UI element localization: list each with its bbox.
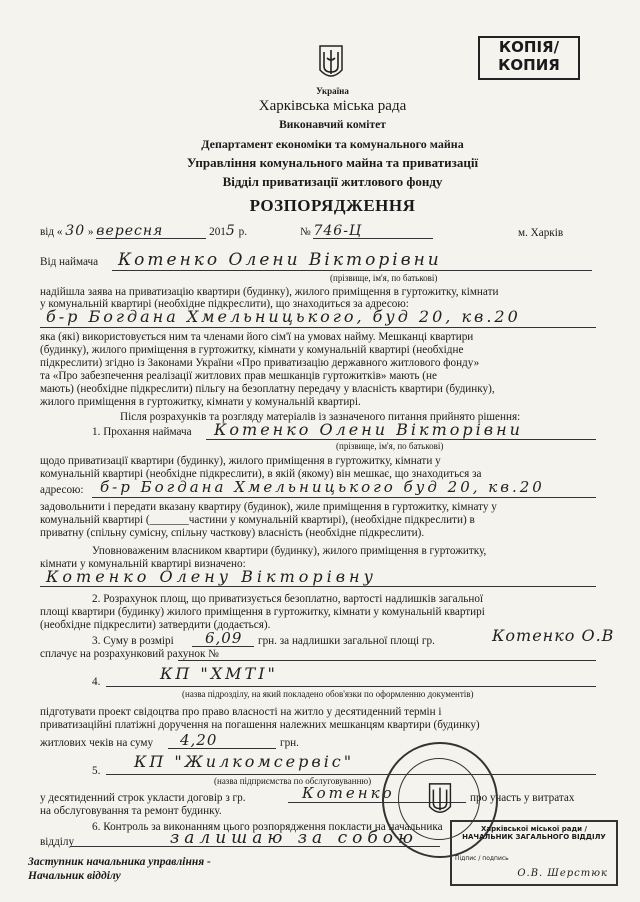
tenant-underline xyxy=(112,270,592,271)
para1-line1: надійшла заява на приватизацію квартири (будинку), жилого приміщення в гуртожитку, кімнати xyxy=(40,286,499,298)
department-name: Департамент економіки та комунального майна xyxy=(201,137,464,151)
para2-address: б-р Богдана Хмельницького буд 20, кв.20 xyxy=(100,478,545,496)
para3-line1: 2. Розрахунок площ, що приватизується безоплатно, вартості надлишків загальної xyxy=(92,593,484,605)
para2-name: Котенко Олени Вікторівни xyxy=(214,420,523,439)
para2-owner: Котенко Олену Вікторівну xyxy=(46,567,377,586)
copy-stamp xyxy=(478,36,580,80)
para3-line12: на обслуговування та ремонт будинку. xyxy=(40,805,222,817)
para3-line9a: житлових чеків на суму xyxy=(40,737,154,749)
certification-stamp xyxy=(450,820,618,886)
committee-name: Виконавчий комітет xyxy=(279,119,386,131)
para2-line5: адресою: xyxy=(40,484,84,496)
para2-line6: задовольнити і передати вказану квартиру (будинок), жиле приміщення в гуртожитку, кімнату у xyxy=(40,501,497,513)
para3-org4-underline xyxy=(106,686,596,687)
para3-line6: 4. xyxy=(92,676,101,688)
para1-line3: яка (які) використовується ним та членами його сім'ї на умовах найму. Мешканці квартири xyxy=(40,331,474,343)
para3-line14: відділу xyxy=(40,836,75,848)
order-number xyxy=(300,225,433,239)
council-name: Харківська міська рада xyxy=(258,98,407,114)
cert-stamp-text: Харківської міської ради / НАЧАЛЬНИК ЗАГАЛЬНОГО ВІДДІЛУ xyxy=(462,825,606,841)
para3-line5: сплачує на розрахунковий рахунок № xyxy=(40,648,219,660)
para2-line2: 1. Прохання наймача xyxy=(92,426,192,438)
para2-owner-underline xyxy=(40,586,596,587)
para3-account-underline xyxy=(178,660,596,661)
para3-org5: КП "Жилкомсервіс" xyxy=(134,752,355,771)
para3-line2: площі квартири (будинку) жилого приміщення в гуртожитку, кімнати у комунальній квартирі xyxy=(40,606,485,618)
date-line xyxy=(40,225,247,239)
para1-line6: та «Про забезпечення реалізації житлових прав мешканців гуртожитків» мають (не xyxy=(40,370,437,382)
para1-line2: у комунальній квартирі (необхідне підкреслити), що знаходиться за адресою: xyxy=(40,298,409,310)
para3-org5-underline xyxy=(106,774,596,775)
para2-line7: комунальній квартирі (_______частини у комунальній квартирі), (необхідне підкреслити) в xyxy=(40,514,475,526)
para2-address-underline xyxy=(92,497,596,498)
para3-sum: 6,09 xyxy=(205,629,243,647)
para3-cheques-underline xyxy=(168,748,276,749)
date-year-digit: 5 xyxy=(225,223,236,239)
para2-line8: приватну (спільну сумісну, спільну часткову) власність (необхідне підкреслити). xyxy=(40,527,425,539)
para3-line9b: грн. xyxy=(280,737,299,749)
para1-address: б-р Богдана Хмельницького, буд 20, кв.20 xyxy=(46,307,521,326)
coat-of-arms-icon xyxy=(318,44,344,82)
country-label: Україна xyxy=(316,86,349,96)
city-label: м. Харків xyxy=(518,227,564,239)
para1-address-underline xyxy=(40,327,596,328)
para3-line4a: 3. Суму в розмірі xyxy=(92,635,174,647)
para3-caption5: (назва підприємства по обслуговуванню) xyxy=(214,776,372,786)
para2-line1: Після розрахунків та розгляду матеріалів із зазначеного питання прийнято рішення: xyxy=(120,411,521,423)
para1-line4: (будинку), жилого приміщення в гуртожитку, кімнати у комунальній квартирі (необхідне xyxy=(40,344,464,356)
para3-line10: 5. xyxy=(92,765,101,777)
para3-line3: (необхідне підкреслити) затвердити (додається). xyxy=(40,619,271,631)
para2-name-underline xyxy=(206,439,596,440)
para3-payer: Котенко О.В xyxy=(492,626,615,645)
date-month: вересня xyxy=(96,225,206,239)
tenant-caption: (прізвище, ім'я, по батькові) xyxy=(330,273,438,283)
para2-line3: щодо приватизації квартири (будинку), жилого приміщення в гуртожитку, кімнати у xyxy=(40,455,441,467)
number-prefix: № xyxy=(300,226,311,238)
division-name: Відділ приватизації житлового фонду xyxy=(222,174,443,189)
para1-line7: мають) (необхідне підкреслити) пільгу на безоплатну передачу у власність квартири (будинку), xyxy=(40,383,495,395)
para3-party: Котенко xyxy=(302,784,395,802)
seal-trident-icon xyxy=(426,782,454,818)
para3-line11b: про участь у витратах xyxy=(470,792,575,804)
date-day: 30 xyxy=(65,223,86,239)
para3-controller-underline xyxy=(70,846,440,847)
signature-position2: Начальник відділу xyxy=(28,870,121,882)
date-year-prefix: 201 xyxy=(209,226,226,238)
date-mid: » xyxy=(87,226,94,238)
date-prefix: від « xyxy=(40,226,63,238)
copy-stamp-line2: КОПИЯ xyxy=(498,56,560,74)
para3-caption4: (назва підрозділу, на який покладено обов'язки по оформленню документів) xyxy=(182,689,474,699)
para3-line11a: у десятиденний строк укласти договір з гр. xyxy=(40,792,246,804)
management-name: Управління комунального майна та приватизації xyxy=(186,155,479,170)
para2-line4: комунальній квартирі (необхідне підкреслити), в якій (якому) він мешкає, що знаходиться за xyxy=(40,468,482,480)
cert-stamp-caption: Підпис / подпись xyxy=(455,855,509,862)
para3-line13: 6. Контроль за виконанням цього розпорядження покласти на начальника xyxy=(92,821,443,833)
signature-position1: Заступник начальника управління - xyxy=(28,856,211,868)
para3-cheques: 4,20 xyxy=(180,731,218,749)
para3-line8: приватизаційні платіжні доручення на погашення належних мешканцям квартири (будинку) xyxy=(40,719,480,731)
para3-sum-underline xyxy=(192,646,254,647)
para2-line9: Уповноваженим власником квартири (будинку), жилого приміщення в гуртожитку, xyxy=(92,545,487,557)
copy-stamp-line1: КОПІЯ/ xyxy=(498,38,560,56)
number-value: 746-Ц xyxy=(313,225,433,239)
para1-line8: жилого приміщення в гуртожитку, кімнати у комунальній квартирі. xyxy=(40,396,361,408)
document-title: РОЗПОРЯДЖЕННЯ xyxy=(249,196,416,215)
para3-org4: КП "ХМТІ" xyxy=(160,664,278,683)
para1-line5: підкреслити) згідно із Законами України «Про приватизацію державного житлового фонду» xyxy=(40,357,480,369)
date-year-suffix: р. xyxy=(238,226,247,238)
para3-line4b: грн. за надлишки загальної площі гр. xyxy=(258,635,435,647)
cert-stamp-signer: О.В. Шерстюк xyxy=(517,868,608,879)
tenant-label: Від наймача xyxy=(40,256,99,268)
para2-line10: кімнати у комунальній квартирі визначено: xyxy=(40,558,246,570)
para3-controller: залишаю за собою xyxy=(170,828,418,848)
para3-line7: підготувати проект свідоцтва про право власності на житло у десятиденний термін і xyxy=(40,706,442,718)
tenant-name: Котенко Олени Вікторівни xyxy=(118,250,442,270)
para2-caption: (прізвище, ім'я, по батькові) xyxy=(336,441,444,451)
